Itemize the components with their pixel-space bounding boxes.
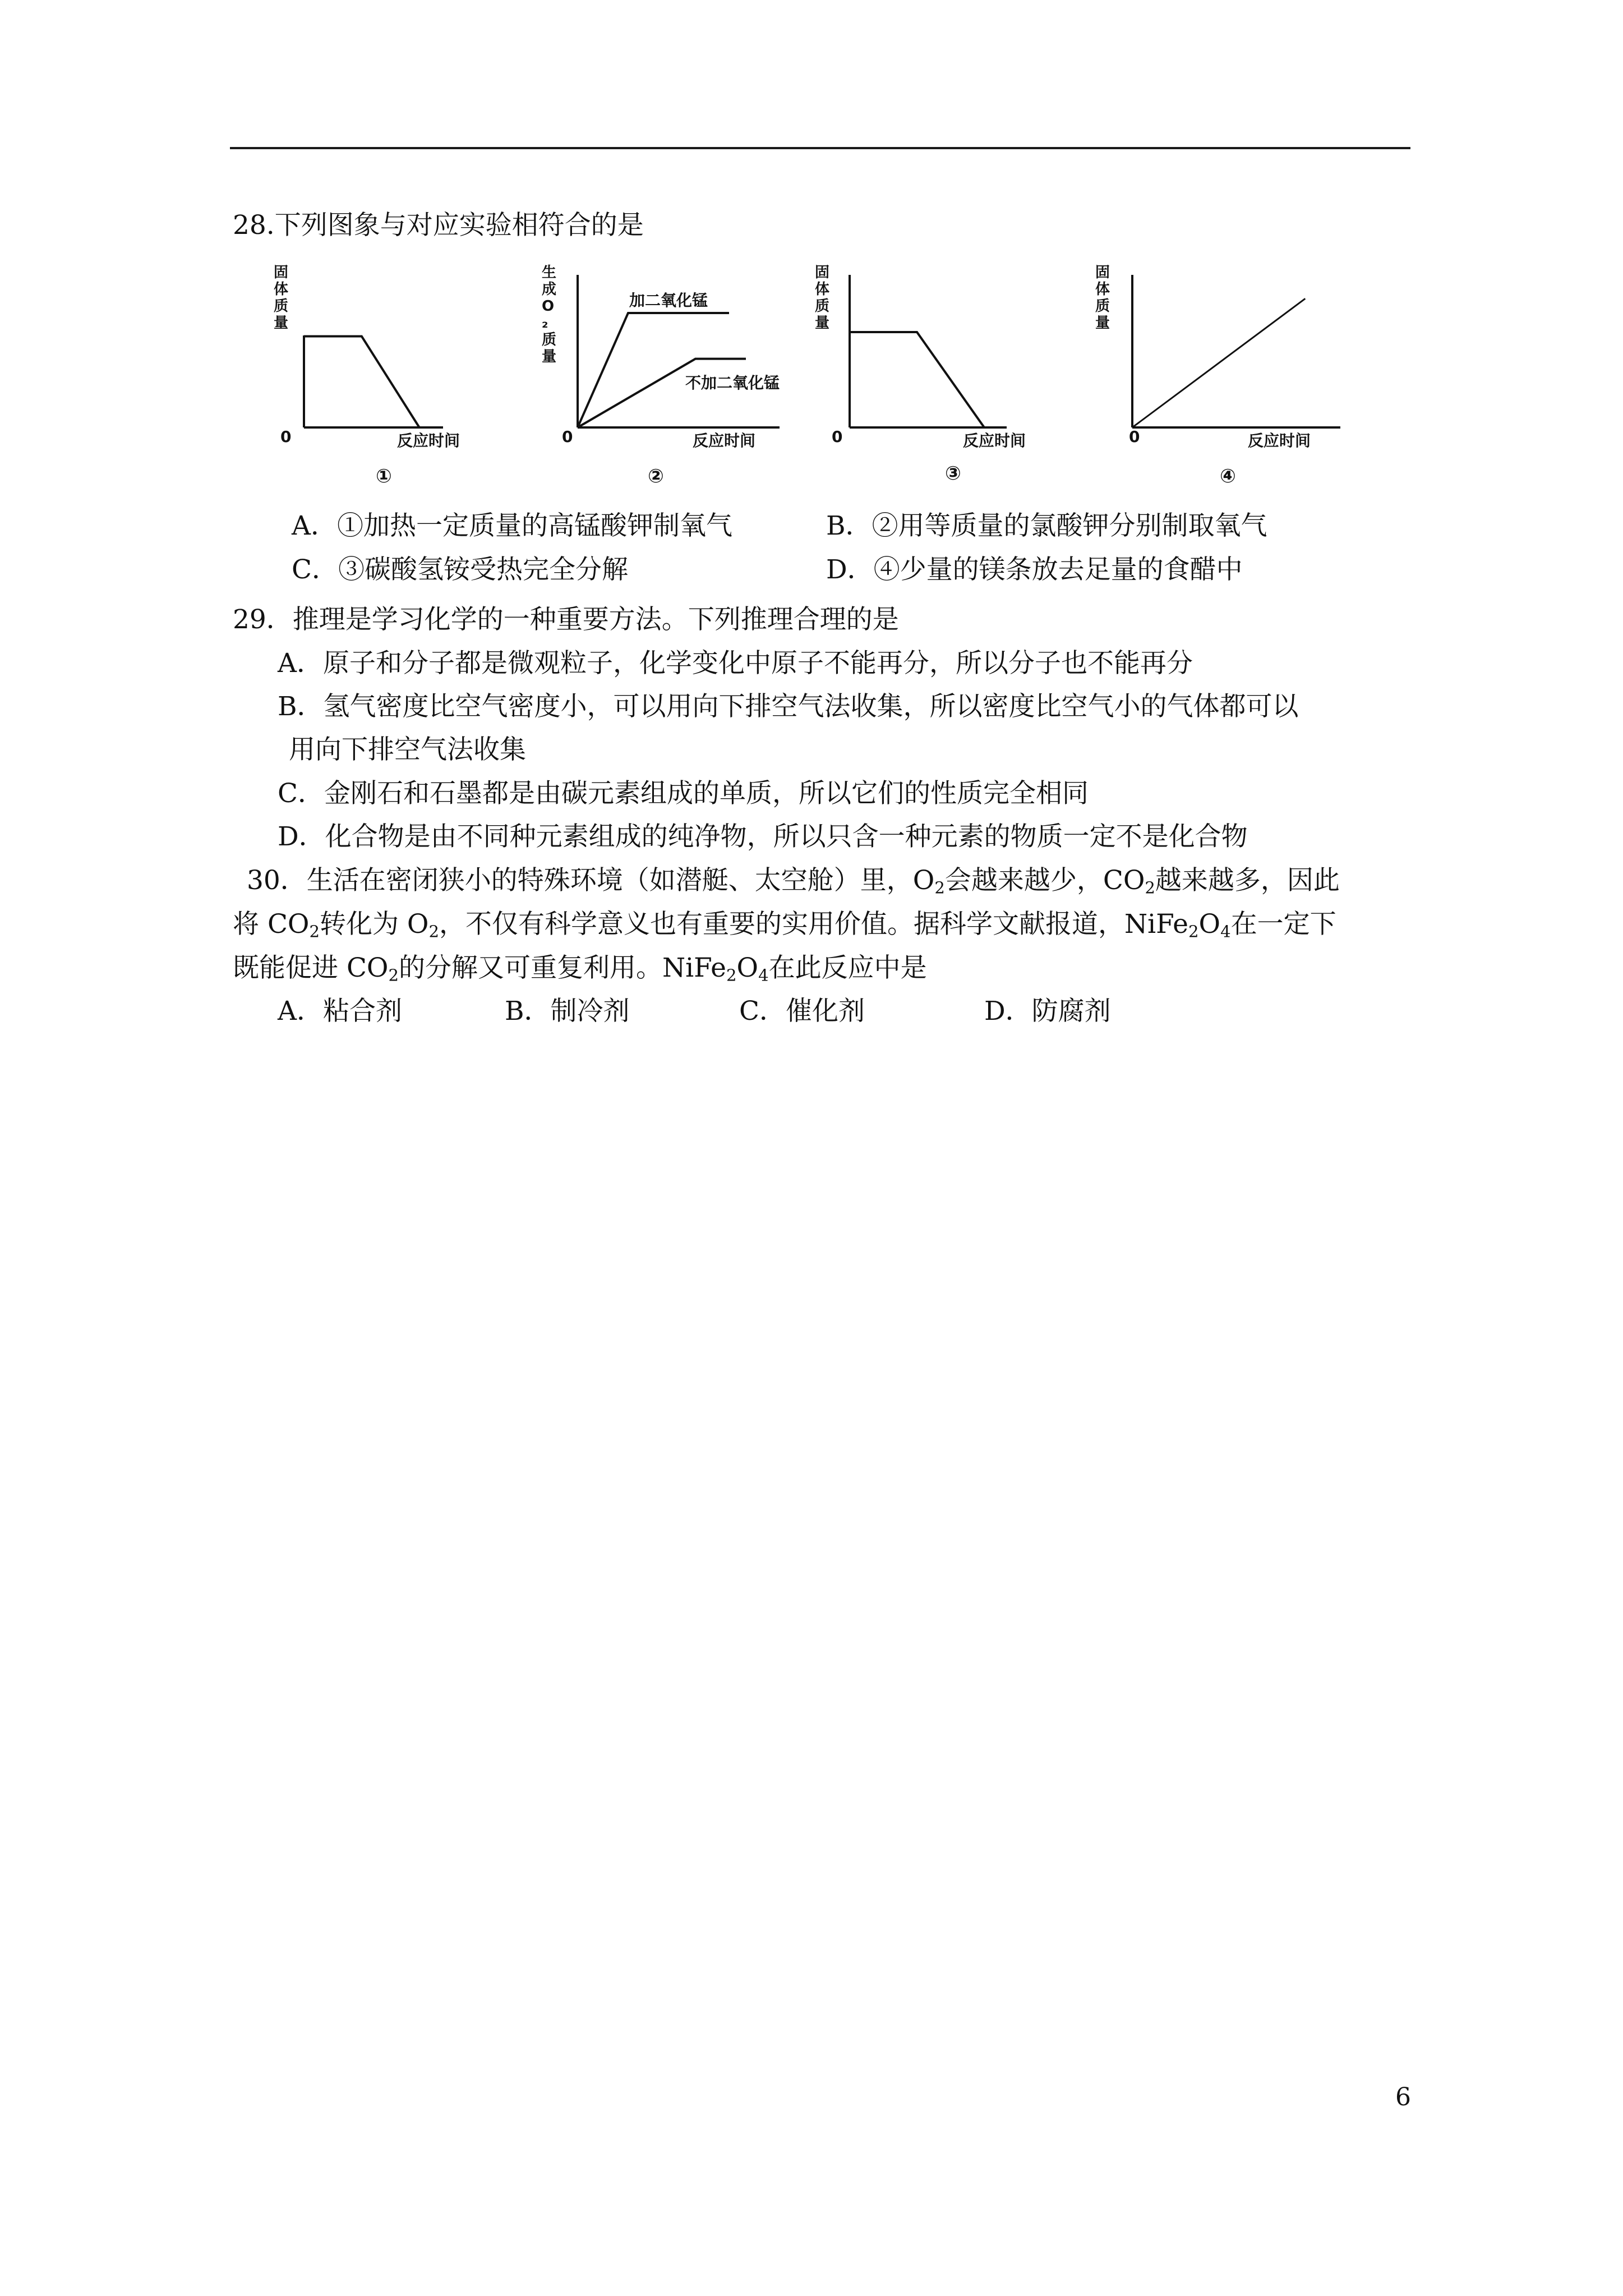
chart-1-series-line — [304, 337, 419, 428]
ylabel-char: 量 — [274, 315, 289, 332]
q30-l2-sub-1: 2 — [309, 922, 320, 941]
q30-l1-part-b: 会越来越少，CO — [944, 865, 1145, 896]
q30-option-b: B．制冷剂 — [505, 996, 630, 1027]
q30-line1 — [247, 864, 1340, 898]
chart-2-legend-with-mno2: 加二氧化锰 — [629, 291, 708, 310]
chart-1 — [264, 264, 460, 496]
svg-text:固体质量 — [274, 264, 288, 332]
chart-4-series-line — [1132, 298, 1305, 427]
ylabel-char: 固 — [1095, 264, 1110, 281]
q28-option-b: B．②用等质量的氯酸钾分别制取氧气 — [826, 510, 1267, 541]
q29-stem: 29．推理是学习化学的一种重要方法。下列推理合理的是 — [233, 604, 899, 635]
chart-2-series-with-mno2 — [578, 313, 729, 427]
chart-4 — [1085, 264, 1366, 496]
ylabel-char: ₂ — [542, 315, 548, 332]
q30-l2-sub-4: 4 — [1220, 922, 1231, 941]
ylabel-char: O — [542, 298, 555, 315]
q30-line3 — [233, 951, 927, 985]
q30-l2-part-e: 在一定下 — [1230, 909, 1336, 940]
q30-l1-part-a: 30．生活在密闭狭小的特殊环境（如潜艇、太空舱）里，O — [247, 865, 935, 896]
chart-4-caption: ④ — [1220, 465, 1236, 487]
chart-3-caption: ③ — [945, 462, 961, 485]
ylabel-char: 量 — [815, 315, 830, 332]
q30-l3-part-a: 既能促进 CO — [233, 953, 389, 983]
svg-text:固体质量 — [1095, 264, 1110, 332]
chart-4-svg — [1085, 264, 1366, 494]
ylabel-char: 量 — [542, 348, 557, 365]
chart-2-origin: 0 — [562, 427, 573, 446]
svg-text:生成O₂质量 — [542, 264, 556, 365]
chart-3 — [810, 264, 1063, 496]
ylabel-char: 量 — [1095, 315, 1110, 332]
chart-3-xlabel: 反应时间 — [963, 431, 1026, 450]
q30-l2-part-b: 转化为 O — [319, 909, 429, 940]
q30-l3-sub-3: 4 — [758, 965, 769, 985]
q30-l3-sub-2: 2 — [726, 965, 737, 985]
q30-l1-sub-1: 2 — [934, 878, 945, 898]
chart-3-origin: 0 — [832, 427, 843, 446]
q28-stem: 28.下列图象与对应实验相符合的是 — [233, 210, 644, 241]
ylabel-char: 质 — [1095, 298, 1110, 315]
svg-text:固体质量 — [815, 264, 829, 332]
chart-1-xlabel: 反应时间 — [397, 431, 460, 450]
ylabel-char: 质 — [815, 298, 830, 315]
q30-option-a: A．粘合剂 — [278, 996, 402, 1027]
chart-2-caption: ② — [648, 465, 664, 487]
q30-l1-part-c: 越来越多，因此 — [1155, 865, 1340, 896]
ylabel-char: 质 — [274, 298, 289, 315]
ylabel-char: 体 — [1095, 281, 1110, 298]
q28-option-a: A．①加热一定质量的高锰酸钾制氧气 — [292, 510, 732, 541]
ylabel-char: 体 — [815, 281, 830, 298]
q30-l3-part-b: 的分解又可重复利用。NiFe — [398, 953, 726, 983]
q30-l3-part-c: O — [736, 953, 759, 983]
chart-1-svg — [264, 264, 460, 494]
q30-option-d: D．防腐剂 — [984, 996, 1111, 1027]
q28-option-d: D．④少量的镁条放去足量的食醋中 — [826, 554, 1243, 585]
q30-l2-part-d: O — [1198, 909, 1221, 940]
q30-l3-part-d: 在此反应中是 — [768, 953, 927, 983]
q29-option-c: C．金刚石和石墨都是由碳元素组成的单质，所以它们的性质完全相同 — [278, 778, 1089, 809]
q30-l3-sub-1: 2 — [388, 965, 399, 985]
ylabel-char: 体 — [274, 281, 289, 298]
ylabel-char: 固 — [274, 264, 289, 281]
q30-option-c: C．催化剂 — [739, 996, 865, 1027]
q29-option-a: A．原子和分子都是微观粒子，化学变化中原子不能再分，所以分子也不能再分 — [278, 648, 1193, 679]
ylabel-char: 固 — [815, 264, 830, 281]
chart-1-origin: 0 — [280, 427, 292, 446]
chart-3-ylabel — [815, 264, 829, 332]
chart-3-series-line — [850, 332, 984, 427]
q30-l2-sub-3: 2 — [1188, 922, 1199, 941]
chart-4-ylabel — [1095, 264, 1110, 332]
chart-3-svg — [810, 264, 1063, 494]
ylabel-char: 成 — [542, 281, 557, 298]
chart-2-ylabel — [542, 264, 556, 365]
chart-2-xlabel: 反应时间 — [693, 431, 756, 450]
q28-option-c: C．③碳酸氢铵受热完全分解 — [292, 554, 628, 585]
q29-option-b-line2: 用向下排空气法收集 — [289, 734, 526, 765]
chart-4-origin: 0 — [1129, 427, 1140, 446]
q30-line2 — [233, 908, 1336, 941]
ylabel-char: 生 — [542, 264, 557, 281]
chart-1-caption: ① — [376, 465, 392, 487]
q29-option-b-line1: B．氢气密度比空气密度小，可以用向下排空气法收集，所以密度比空气小的气体都可以 — [278, 691, 1299, 722]
chart-2 — [533, 264, 830, 496]
ylabel-char: 质 — [542, 332, 557, 348]
q30-l2-part-a: 将 CO — [233, 909, 310, 940]
header-rule — [230, 147, 1410, 149]
q30-l2-sub-2: 2 — [428, 922, 439, 941]
q30-l2-part-c: ，不仅有科学意义也有重要的实用价值。据科学文献报道，NiFe — [439, 909, 1188, 940]
page-number: 6 — [1395, 2083, 1411, 2111]
chart-4-xlabel: 反应时间 — [1248, 431, 1311, 450]
q30-l1-sub-2: 2 — [1145, 878, 1155, 898]
chart-1-ylabel — [274, 264, 288, 332]
q29-option-d: D．化合物是由不同种元素组成的纯净物，所以只含一种元素的物质一定不是化合物 — [278, 821, 1248, 852]
chart-2-legend-without-mno2: 不加二氧化锰 — [685, 374, 780, 392]
chart-2-svg — [533, 264, 830, 494]
